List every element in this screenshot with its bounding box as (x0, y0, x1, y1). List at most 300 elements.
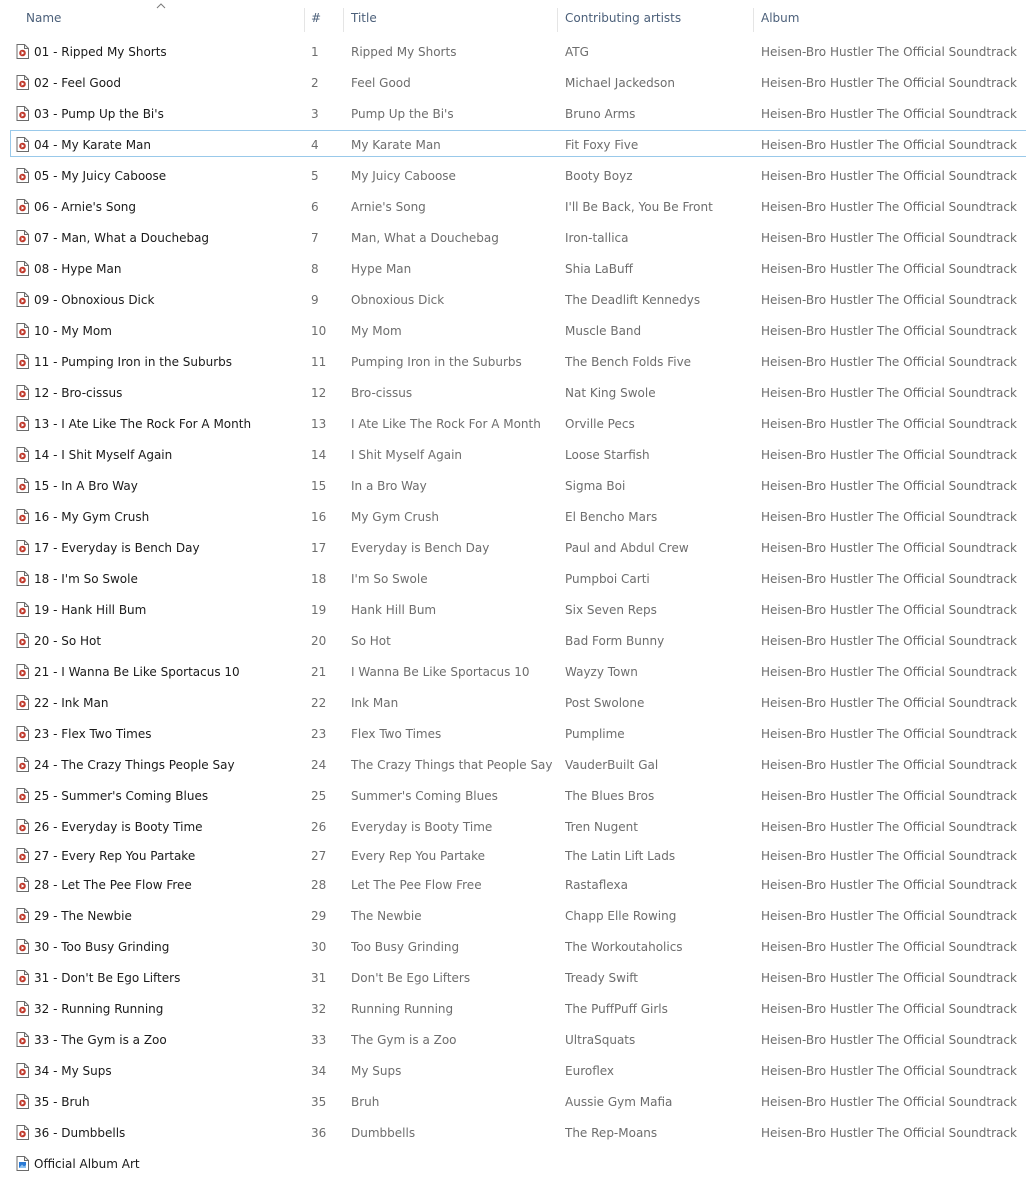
table-row[interactable] (0, 98, 1026, 129)
file-name-cell[interactable] (16, 687, 301, 718)
track-title: Don't Be Ego Lifters (351, 970, 471, 985)
contributing-artist: Shia LaBuff (565, 261, 633, 276)
contributing-artist: Iron-tallica (565, 230, 629, 245)
table-row[interactable] (0, 656, 1026, 687)
file-name[interactable]: 01 - Ripped My Shorts (34, 44, 167, 59)
file-name-cell[interactable] (16, 346, 301, 377)
file-name[interactable]: 14 - I Shit Myself Again (34, 447, 173, 462)
file-name-cell[interactable] (16, 993, 301, 1024)
file-name[interactable]: 23 - Flex Two Times (34, 726, 152, 741)
audio-file-icon (16, 106, 29, 121)
column-header-album[interactable]: Album (761, 11, 800, 25)
audio-file-icon (16, 261, 29, 276)
track-title: Obnoxious Dick (351, 292, 445, 307)
album-name: Heisen-Bro Hustler The Official Soundtrack (761, 416, 1017, 431)
file-name-cell[interactable] (16, 253, 301, 284)
audio-file-icon (16, 44, 29, 59)
album-name: Heisen-Bro Hustler The Official Soundtrack (761, 819, 1017, 834)
contributing-artist: Fit Foxy Five (565, 137, 639, 152)
table-row[interactable] (0, 842, 1026, 869)
track-number: 35 (311, 1094, 327, 1109)
file-name[interactable]: 26 - Everyday is Booty Time (34, 819, 203, 834)
file-name[interactable]: 16 - My Gym Crush (34, 509, 150, 524)
file-name-cell[interactable] (16, 1148, 301, 1179)
file-name[interactable]: 32 - Running Running (34, 1001, 164, 1016)
track-title: Feel Good (351, 75, 411, 90)
table-row[interactable] (0, 1055, 1026, 1086)
file-name-cell[interactable] (16, 962, 301, 993)
file-name[interactable]: 22 - Ink Man (34, 695, 109, 710)
file-name[interactable]: 03 - Pump Up the Bi's (34, 106, 164, 121)
track-title: Dumbbells (351, 1125, 416, 1140)
audio-file-icon (16, 908, 29, 923)
table-row[interactable] (0, 470, 1026, 501)
table-row[interactable] (0, 780, 1026, 811)
album-name: Heisen-Bro Hustler The Official Soundtrack (761, 75, 1017, 90)
contributing-artist: Chapp Elle Rowing (565, 908, 677, 923)
audio-file-icon (16, 877, 29, 892)
track-title: The Gym is a Zoo (351, 1032, 457, 1047)
track-title: Hype Man (351, 261, 412, 276)
file-name-cell[interactable] (16, 563, 301, 594)
column-divider[interactable] (557, 8, 558, 32)
track-number: 12 (311, 385, 327, 400)
track-title: I Wanna Be Like Sportacus 10 (351, 664, 530, 679)
table-row[interactable] (0, 315, 1026, 346)
table-row[interactable] (0, 191, 1026, 222)
track-title: Arnie's Song (351, 199, 426, 214)
track-number: 13 (311, 416, 327, 431)
column-divider[interactable] (753, 8, 754, 32)
audio-file-icon (16, 1001, 29, 1016)
album-name: Heisen-Bro Hustler The Official Soundtrack (761, 602, 1017, 617)
table-row[interactable] (0, 1024, 1026, 1055)
album-name: Heisen-Bro Hustler The Official Soundtrack (761, 1063, 1017, 1078)
album-name: Heisen-Bro Hustler The Official Soundtrack (761, 633, 1017, 648)
audio-file-icon (16, 292, 29, 307)
track-title: Ink Man (351, 695, 399, 710)
table-row[interactable] (0, 1117, 1026, 1148)
table-row[interactable] (0, 222, 1026, 253)
contributing-artist: The Workoutaholics (565, 939, 683, 954)
table-row[interactable] (0, 377, 1026, 408)
contributing-artist: Pumpboi Carti (565, 571, 650, 586)
audio-file-icon (16, 819, 29, 834)
album-name: Heisen-Bro Hustler The Official Soundtrack (761, 292, 1017, 307)
file-name[interactable]: 08 - Hype Man (34, 261, 122, 276)
file-name-cell[interactable] (16, 284, 301, 315)
contributing-artist: Tren Nugent (565, 819, 638, 834)
album-name: Heisen-Bro Hustler The Official Soundtrack (761, 168, 1017, 183)
track-title: Hank Hill Bum (351, 602, 437, 617)
album-name: Heisen-Bro Hustler The Official Soundtrack (761, 726, 1017, 741)
album-name: Heisen-Bro Hustler The Official Soundtrack (761, 199, 1017, 214)
contributing-artist: Sigma Boi (565, 478, 626, 493)
track-number: 19 (311, 602, 327, 617)
track-title: Every Rep You Partake (351, 848, 485, 863)
file-name-cell[interactable] (16, 377, 301, 408)
track-title: Let The Pee Flow Free (351, 877, 482, 892)
audio-file-icon (16, 848, 29, 863)
table-row[interactable] (0, 501, 1026, 532)
album-name: Heisen-Bro Hustler The Official Soundtrack (761, 877, 1017, 892)
audio-file-icon (16, 788, 29, 803)
album-name: Heisen-Bro Hustler The Official Soundtrack (761, 664, 1017, 679)
track-title: Everyday is Bench Day (351, 540, 490, 555)
track-title: Pump Up the Bi's (351, 106, 454, 121)
track-number: 21 (311, 664, 327, 679)
track-title: The Crazy Things that People Say (351, 757, 553, 772)
album-name: Heisen-Bro Hustler The Official Soundtrack (761, 970, 1017, 985)
contributing-artist: Muscle Band (565, 323, 642, 338)
file-name-cell[interactable] (16, 656, 301, 687)
file-name-cell[interactable] (16, 98, 301, 129)
track-title: My Mom (351, 323, 402, 338)
contributing-artist: The Rep-Moans (565, 1125, 658, 1140)
file-name[interactable]: 09 - Obnoxious Dick (34, 292, 155, 307)
file-name-cell[interactable] (16, 408, 301, 439)
audio-file-icon (16, 633, 29, 648)
album-name: Heisen-Bro Hustler The Official Soundtrack (761, 1032, 1017, 1047)
file-name-cell[interactable] (16, 718, 301, 749)
track-title: My Karate Man (351, 137, 441, 152)
file-name[interactable]: 25 - Summer's Coming Blues (34, 788, 209, 803)
track-title: Too Busy Grinding (351, 939, 460, 954)
audio-file-icon (16, 1032, 29, 1047)
audio-file-icon (16, 323, 29, 338)
file-name-cell[interactable] (16, 1086, 301, 1117)
track-number: 3 (311, 106, 319, 121)
contributing-artist: Aussie Gym Mafia (565, 1094, 673, 1109)
track-number: 14 (311, 447, 327, 462)
image-file-icon (16, 1156, 29, 1171)
file-name-cell[interactable] (16, 749, 301, 780)
track-number: 24 (311, 757, 327, 772)
contributing-artist: Tready Swift (565, 970, 638, 985)
audio-file-icon (16, 354, 29, 369)
contributing-artist: Bruno Arms (565, 106, 636, 121)
table-row[interactable] (0, 284, 1026, 315)
album-name: Heisen-Bro Hustler The Official Soundtrack (761, 695, 1017, 710)
column-header-title[interactable]: Title (351, 11, 377, 25)
album-name: Heisen-Bro Hustler The Official Soundtrack (761, 323, 1017, 338)
column-header-number[interactable]: # (311, 11, 322, 25)
file-list (0, 36, 1026, 1179)
audio-file-icon (16, 1125, 29, 1140)
file-name-cell[interactable] (16, 869, 301, 900)
contributing-artist (565, 1148, 750, 1179)
track-number: 33 (311, 1032, 327, 1047)
album-name: Heisen-Bro Hustler The Official Soundtrack (761, 261, 1017, 276)
track-number: 36 (311, 1125, 327, 1140)
track-title: Pumping Iron in the Suburbs (351, 354, 522, 369)
contributing-artist: Nat King Swole (565, 385, 656, 400)
file-name[interactable]: 20 - So Hot (34, 633, 102, 648)
file-name[interactable]: 24 - The Crazy Things People Say (34, 757, 235, 772)
track-number: 8 (311, 261, 319, 276)
album-name: Heisen-Bro Hustler The Official Soundtrack (761, 939, 1017, 954)
table-row[interactable] (0, 931, 1026, 962)
track-title: In a Bro Way (351, 478, 427, 493)
file-name[interactable]: 28 - Let The Pee Flow Free (34, 877, 192, 892)
file-name-cell[interactable] (16, 811, 301, 842)
contributing-artist: Rastaflexa (565, 877, 628, 892)
file-name[interactable]: 35 - Bruh (34, 1094, 90, 1109)
contributing-artist: The PuffPuff Girls (565, 1001, 668, 1016)
file-name[interactable]: 13 - I Ate Like The Rock For A Month (34, 416, 252, 431)
table-row[interactable] (0, 563, 1026, 594)
album-name: Heisen-Bro Hustler The Official Soundtrack (761, 757, 1017, 772)
file-name-cell[interactable] (16, 594, 301, 625)
table-row[interactable] (0, 346, 1026, 377)
contributing-artist: Bad Form Bunny (565, 633, 665, 648)
track-number: 30 (311, 939, 327, 954)
track-number: 7 (311, 230, 319, 245)
file-name[interactable]: 18 - I'm So Swole (34, 571, 138, 586)
album-name: Heisen-Bro Hustler The Official Soundtrack (761, 1094, 1017, 1109)
file-name[interactable]: 21 - I Wanna Be Like Sportacus 10 (34, 664, 240, 679)
contributing-artist: I'll Be Back, You Be Front (565, 199, 713, 214)
audio-file-icon (16, 385, 29, 400)
file-name-cell[interactable] (16, 67, 301, 98)
column-divider[interactable] (343, 8, 344, 32)
table-row[interactable] (0, 718, 1026, 749)
file-name-cell[interactable] (16, 191, 301, 222)
track-number: 28 (311, 877, 327, 892)
file-name-cell[interactable] (16, 129, 301, 160)
track-title: I'm So Swole (351, 571, 428, 586)
table-row[interactable] (0, 869, 1026, 900)
file-name[interactable]: 17 - Everyday is Bench Day (34, 540, 200, 555)
table-row[interactable] (0, 625, 1026, 656)
track-number: 27 (311, 848, 327, 863)
track-number: 15 (311, 478, 327, 493)
album-name: Heisen-Bro Hustler The Official Soundtrack (761, 788, 1017, 803)
contributing-artist: UltraSquats (565, 1032, 636, 1047)
file-name-cell[interactable] (16, 222, 301, 253)
column-header-bar (0, 0, 1026, 36)
track-title: Flex Two Times (351, 726, 442, 741)
audio-file-icon (16, 199, 29, 214)
audio-file-icon (16, 137, 29, 152)
track-number: 31 (311, 970, 327, 985)
file-name-cell[interactable] (16, 315, 301, 346)
contributing-artist: The Blues Bros (565, 788, 655, 803)
track-number (311, 1148, 341, 1179)
file-name[interactable]: 04 - My Karate Man (34, 137, 152, 152)
track-number: 5 (311, 168, 319, 183)
contributing-artist: VauderBuilt Gal (565, 757, 659, 772)
track-number: 32 (311, 1001, 327, 1016)
sort-ascending-icon (156, 2, 166, 10)
audio-file-icon (16, 1063, 29, 1078)
track-title: Man, What a Douchebag (351, 230, 499, 245)
file-name[interactable]: Official Album Art (34, 1156, 140, 1171)
audio-file-icon (16, 970, 29, 985)
table-row[interactable] (0, 811, 1026, 842)
album-name: Heisen-Bro Hustler The Official Soundtrack (761, 571, 1017, 586)
track-number: 25 (311, 788, 327, 803)
file-name-cell[interactable] (16, 931, 301, 962)
file-name[interactable]: 33 - The Gym is a Zoo (34, 1032, 167, 1047)
track-number: 34 (311, 1063, 327, 1078)
album-name: Heisen-Bro Hustler The Official Soundtrack (761, 137, 1017, 152)
audio-file-icon (16, 602, 29, 617)
audio-file-icon (16, 478, 29, 493)
file-name[interactable]: 07 - Man, What a Douchebag (34, 230, 210, 245)
column-header-name[interactable]: Name (26, 11, 62, 25)
file-name[interactable]: 02 - Feel Good (34, 75, 121, 90)
album-name (761, 1148, 1026, 1179)
file-name-cell[interactable] (16, 501, 301, 532)
album-name: Heisen-Bro Hustler The Official Soundtrack (761, 447, 1017, 462)
table-row[interactable] (0, 439, 1026, 470)
album-name: Heisen-Bro Hustler The Official Soundtrack (761, 44, 1017, 59)
file-name-cell[interactable] (16, 625, 301, 656)
table-row[interactable] (0, 253, 1026, 284)
track-number: 23 (311, 726, 327, 741)
table-row[interactable] (0, 1148, 1026, 1179)
file-name[interactable]: 36 - Dumbbells (34, 1125, 126, 1140)
file-name-cell[interactable] (16, 1024, 301, 1055)
contributing-artist: Wayzy Town (565, 664, 638, 679)
album-name: Heisen-Bro Hustler The Official Soundtrack (761, 478, 1017, 493)
track-title: My Sups (351, 1063, 402, 1078)
track-number: 2 (311, 75, 319, 90)
file-name-cell[interactable] (16, 160, 301, 191)
track-number: 17 (311, 540, 327, 555)
audio-file-icon (16, 509, 29, 524)
file-name[interactable]: 27 - Every Rep You Partake (34, 848, 196, 863)
column-header-contributing-artists[interactable]: Contributing artists (565, 11, 682, 25)
audio-file-icon (16, 1094, 29, 1109)
track-number: 10 (311, 323, 327, 338)
contributing-artist: El Bencho Mars (565, 509, 658, 524)
audio-file-icon (16, 230, 29, 245)
track-title: Everyday is Booty Time (351, 819, 493, 834)
album-name: Heisen-Bro Hustler The Official Soundtrack (761, 509, 1017, 524)
table-row[interactable] (0, 900, 1026, 931)
track-title: I Shit Myself Again (351, 447, 463, 462)
track-number: 20 (311, 633, 327, 648)
track-number: 29 (311, 908, 327, 923)
contributing-artist: The Bench Folds Five (565, 354, 692, 369)
audio-file-icon (16, 757, 29, 772)
column-divider[interactable] (304, 8, 305, 32)
audio-file-icon (16, 664, 29, 679)
file-name[interactable]: 11 - Pumping Iron in the Suburbs (34, 354, 233, 369)
album-name: Heisen-Bro Hustler The Official Soundtrack (761, 540, 1017, 555)
table-row[interactable] (0, 36, 1026, 67)
file-name[interactable]: 05 - My Juicy Caboose (34, 168, 167, 183)
track-title: My Gym Crush (351, 509, 439, 524)
file-name-cell[interactable] (16, 1055, 301, 1086)
audio-file-icon (16, 75, 29, 90)
track-number: 9 (311, 292, 319, 307)
file-name-cell[interactable] (16, 780, 301, 811)
track-title: Running Running (351, 1001, 454, 1016)
track-title: The Newbie (351, 908, 422, 923)
audio-file-icon (16, 726, 29, 741)
track-number: 11 (311, 354, 327, 369)
track-number: 22 (311, 695, 327, 710)
track-number: 26 (311, 819, 327, 834)
track-number: 1 (311, 44, 319, 59)
file-name[interactable]: 10 - My Mom (34, 323, 112, 338)
contributing-artist: Paul and Abdul Crew (565, 540, 689, 555)
table-row[interactable] (0, 67, 1026, 98)
audio-file-icon (16, 571, 29, 586)
album-name: Heisen-Bro Hustler The Official Soundtrack (761, 106, 1017, 121)
file-name-cell[interactable] (16, 1117, 301, 1148)
file-name[interactable]: 06 - Arnie's Song (34, 199, 137, 214)
file-name[interactable]: 30 - Too Busy Grinding (34, 939, 170, 954)
file-name[interactable]: 12 - Bro-cissus (34, 385, 123, 400)
file-name-cell[interactable] (16, 36, 301, 67)
album-name: Heisen-Bro Hustler The Official Soundtrack (761, 385, 1017, 400)
track-title: Bro-cissus (351, 385, 413, 400)
table-row[interactable] (0, 129, 1026, 160)
table-row[interactable] (0, 1086, 1026, 1117)
album-name: Heisen-Bro Hustler The Official Soundtrack (761, 1125, 1017, 1140)
table-row[interactable] (0, 962, 1026, 993)
file-name[interactable]: 31 - Don't Be Ego Lifters (34, 970, 181, 985)
audio-file-icon (16, 416, 29, 431)
file-name-cell[interactable] (16, 439, 301, 470)
table-row[interactable] (0, 594, 1026, 625)
track-number: 18 (311, 571, 327, 586)
track-title (351, 1148, 556, 1179)
track-number: 6 (311, 199, 319, 214)
album-name: Heisen-Bro Hustler The Official Soundtrack (761, 354, 1017, 369)
file-name[interactable]: 15 - In A Bro Way (34, 478, 138, 493)
file-name[interactable]: 29 - The Newbie (34, 908, 132, 923)
contributing-artist: Six Seven Reps (565, 602, 657, 617)
track-title: I Ate Like The Rock For A Month (351, 416, 541, 431)
table-row[interactable] (0, 687, 1026, 718)
file-name[interactable]: 34 - My Sups (34, 1063, 112, 1078)
track-title: Summer's Coming Blues (351, 788, 498, 803)
table-row[interactable] (0, 749, 1026, 780)
file-name-cell[interactable] (16, 842, 301, 869)
track-number: 16 (311, 509, 327, 524)
audio-file-icon (16, 939, 29, 954)
contributing-artist: Loose Starfish (565, 447, 650, 462)
file-name-cell[interactable] (16, 532, 301, 563)
track-title: Bruh (351, 1094, 380, 1109)
contributing-artist: Orville Pecs (565, 416, 635, 431)
contributing-artist: The Deadlift Kennedys (565, 292, 701, 307)
contributing-artist: Post Swolone (565, 695, 645, 710)
contributing-artist: ATG (565, 44, 589, 59)
track-title: Ripped My Shorts (351, 44, 457, 59)
file-name-cell[interactable] (16, 470, 301, 501)
contributing-artist: Michael Jackedson (565, 75, 675, 90)
table-row[interactable] (0, 532, 1026, 563)
file-name-cell[interactable] (16, 900, 301, 931)
track-number: 4 (311, 137, 319, 152)
contributing-artist: Euroflex (565, 1063, 615, 1078)
album-name: Heisen-Bro Hustler The Official Soundtrack (761, 230, 1017, 245)
contributing-artist: The Latin Lift Lads (565, 848, 676, 863)
table-row[interactable] (0, 993, 1026, 1024)
table-row[interactable] (0, 160, 1026, 191)
album-name: Heisen-Bro Hustler The Official Soundtrack (761, 908, 1017, 923)
contributing-artist: Booty Boyz (565, 168, 633, 183)
table-row[interactable] (0, 408, 1026, 439)
file-name[interactable]: 19 - Hank Hill Bum (34, 602, 147, 617)
album-name: Heisen-Bro Hustler The Official Soundtrack (761, 1001, 1017, 1016)
